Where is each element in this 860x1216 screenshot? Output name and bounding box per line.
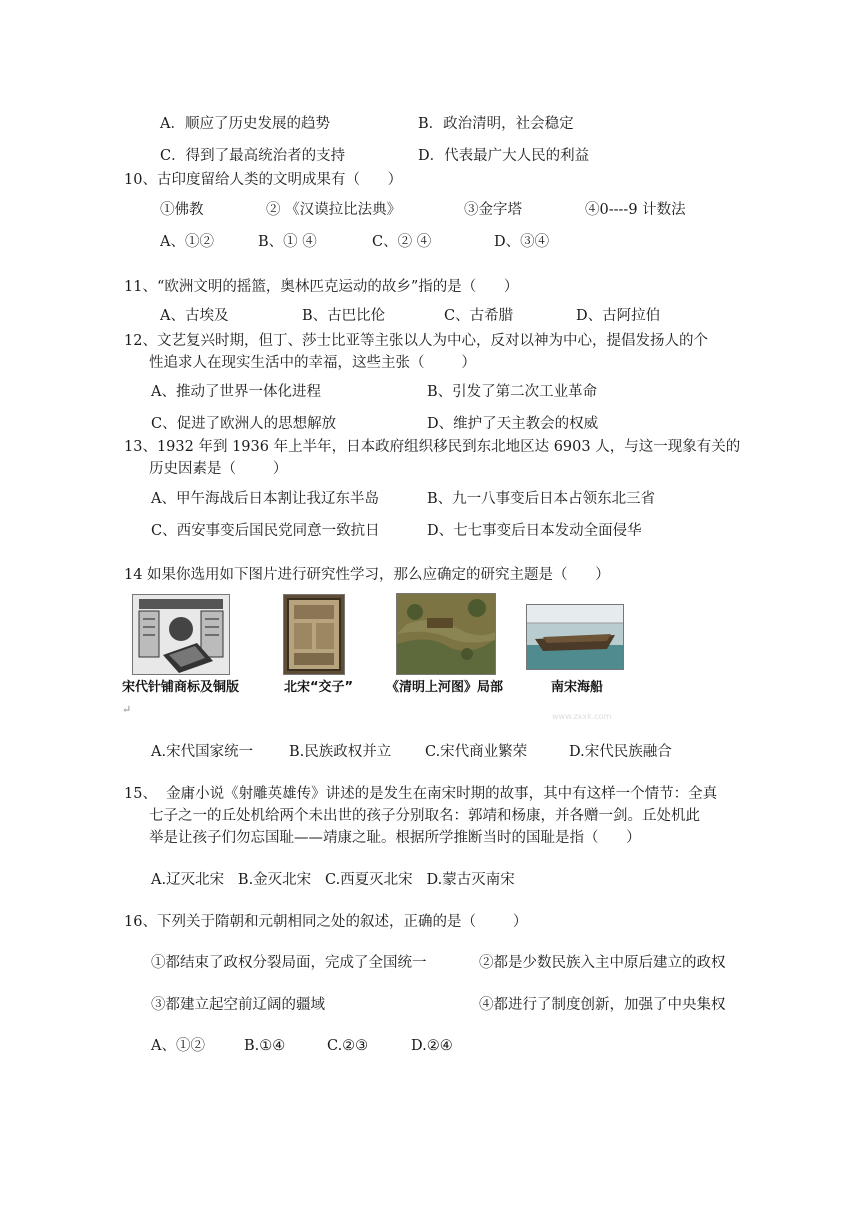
q9-option-c: C．得到了最高统治者的支持 [160,148,346,164]
q16-statement-1: ①都结束了政权分裂局面，完成了全国统一 [151,955,427,971]
caption-qingming: 《清明上河图》局部 [386,680,504,695]
q14-option-b: B.民族政权并立 [289,744,392,760]
q14-option-a: A.宋代国家统一 [151,744,254,760]
q13-option-c: C、西安事变后国民党同意一致抗日 [151,523,380,539]
q11-option-b: B、古巴比伦 [302,308,386,324]
q16-option-c: C.②③ [327,1038,369,1054]
q16-option-b: B.①④ [244,1038,286,1054]
q12-option-b: B、引发了第二次工业革命 [427,384,598,400]
q9-option-b: B．政治清明，社会稳定 [418,116,574,132]
q10-stem: 10、古印度留给人类的文明成果有（ ） [124,172,403,188]
caption-jiaozi: 北宋“交子” [284,680,354,695]
q12-option-d: D、维护了天主教会的权威 [427,416,599,432]
q12-option-c: C、促进了欧洲人的思想解放 [151,416,337,432]
q16-statement-2: ②都是少数民族入主中原后建立的政权 [479,955,726,971]
q14-option-c: C.宋代商业繁荣 [425,744,528,760]
q12-stem-line-2: 性追求人在现实生活中的幸福，这些主张（ ） [149,355,476,371]
q11-option-a: A、古埃及 [160,308,229,324]
q11-option-c: C、古希腊 [444,308,514,324]
q9-option-d: D．代表最广大人民的利益 [418,148,590,164]
q13-stem-line-2: 历史因素是（ ） [149,461,288,477]
q15-stem-line-3: 举是让孩子们勿忘国耻——靖康之耻。根据所学推断当时的国耻是指（ ） [149,830,641,846]
q11-option-d: D、古阿拉伯 [576,308,661,324]
caption-shop-trademark: 宋代针铺商标及铜版 [122,680,240,695]
q15-stem-line-2: 七子之一的丘处机给两个未出世的孩子分别取名：郭靖和杨康，并各赠一剑。丘处机此 [149,808,700,824]
q10-item-1: ①佛教 [160,202,204,218]
q12-option-a: A、推动了世界一体化进程 [151,384,321,400]
q16-statement-4: ④都进行了制度创新，加强了中央集权 [479,997,726,1013]
song-shop-trademark-image [132,594,230,675]
q13-option-d: D、七七事变后日本发动全面侵华 [427,523,642,539]
q10-item-3: ③金字塔 [464,202,522,218]
q16-statement-3: ③都建立起空前辽阔的疆域 [151,997,325,1013]
q10-item-2: ② 《汉谟拉比法典》 [266,202,402,218]
paragraph-return-mark: ↵ [122,703,132,716]
q10-option-a: A、①② [160,234,214,250]
q10-option-c: C、② ④ [372,234,432,250]
qingming-painting-image [396,593,496,675]
q13-option-a: A、甲午海战后日本割让我辽东半岛 [151,491,379,507]
q15-stem-line-1: 15、 金庸小说《射雕英雄传》讲述的是发生在南宋时期的故事，其中有这样一个情节：全真 [124,786,718,802]
q16-option-a: A、①② [151,1038,205,1054]
song-ship-image [526,604,624,670]
q11-stem: 11、“欧洲文明的摇篮，奥林匹克运动的故乡”指的是（ ） [124,279,519,295]
q16-option-d: D.②④ [411,1038,453,1054]
q10-option-d: D、③④ [494,234,550,250]
q14-stem: 14 如果你选用如下图片进行研究性学习，那么应确定的研究主题是（ ） [124,567,610,583]
q15-options: A.辽灭北宋 B.金灭北宋 C.西夏灭北宋 D.蒙古灭南宋 [151,872,515,888]
watermark: www.zxxk.com [552,712,612,721]
jiaozi-image [283,594,345,675]
q13-option-b: B、九一八事变后日本占领东北三省 [427,491,656,507]
caption-song-ship: 南宋海船 [551,680,604,695]
q14-option-d: D.宋代民族融合 [569,744,672,760]
q9-option-a: A．顺应了历史发展的趋势 [160,116,330,132]
q10-option-b: B、① ④ [258,234,317,250]
q12-stem-line-1: 12、文艺复兴时期，但丁、莎士比亚等主张以人为中心，反对以神为中心，提倡发扬人的个 [124,333,708,349]
q16-stem: 16、下列关于隋朝和元朝相同之处的叙述，正确的是（ ） [124,914,528,930]
q10-item-4: ④0----9 计数法 [585,202,686,218]
q13-stem-line-1: 13、1932 年到 1936 年上半年，日本政府组织移民到东北地区达 6903 人，与这一现象有关的 [124,439,741,455]
